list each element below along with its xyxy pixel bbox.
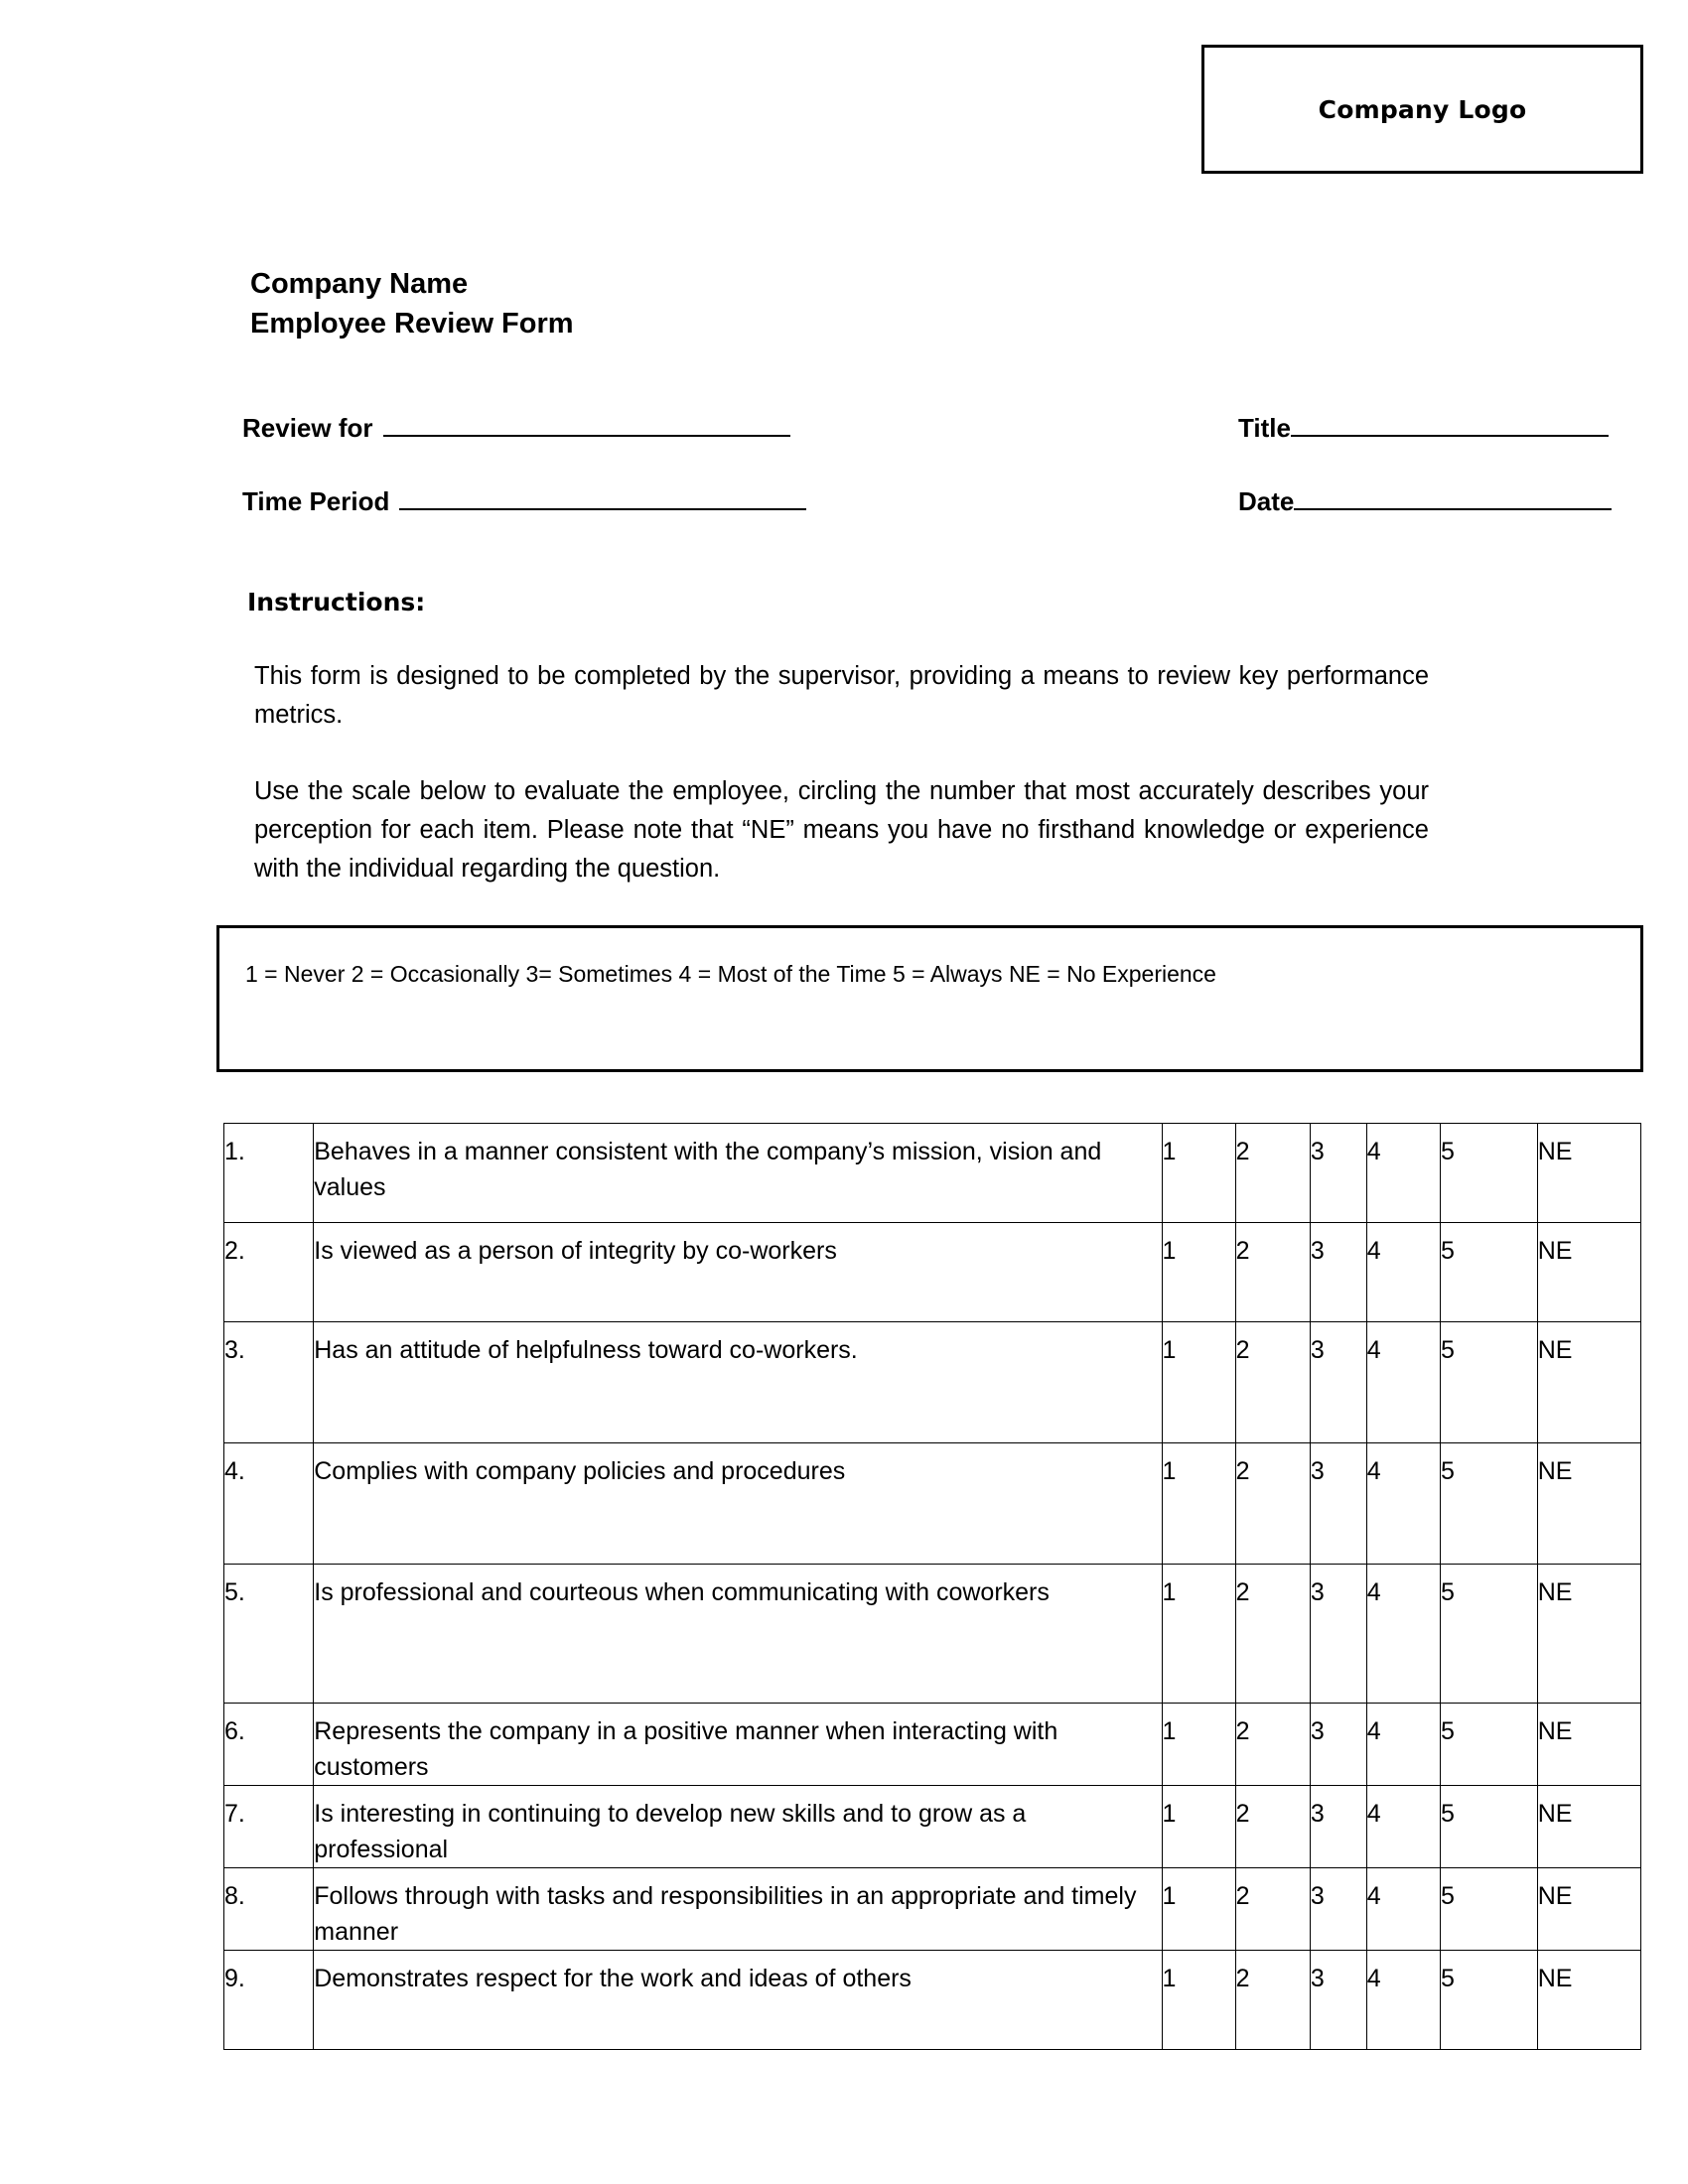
item-text: Follows through with tasks and responsibilities in an appropriate and timely manner xyxy=(314,1868,1162,1951)
rating-option-ne[interactable]: NE xyxy=(1537,1951,1640,2050)
item-text: Demonstrates respect for the work and ideas of others xyxy=(314,1951,1162,2050)
rating-option-1[interactable]: 1 xyxy=(1162,1868,1235,1951)
rating-option-4[interactable]: 4 xyxy=(1366,1124,1440,1223)
table-row xyxy=(224,1868,1641,1951)
table-row xyxy=(224,1565,1641,1704)
date-label: Date xyxy=(1238,486,1295,516)
rating-option-2[interactable]: 2 xyxy=(1235,1322,1310,1443)
rating-option-1[interactable]: 1 xyxy=(1162,1124,1235,1223)
table-row xyxy=(224,1951,1641,2050)
table-row xyxy=(224,1704,1641,1786)
company-logo-box xyxy=(1201,45,1643,174)
item-text: Has an attitude of helpfulness toward co-workers. xyxy=(314,1322,1162,1443)
item-number: 9. xyxy=(224,1951,314,2050)
rating-option-4[interactable]: 4 xyxy=(1366,1565,1440,1704)
instructions-heading: Instructions: xyxy=(247,588,426,616)
rating-option-2[interactable]: 2 xyxy=(1235,1868,1310,1951)
rating-option-3[interactable]: 3 xyxy=(1310,1786,1366,1868)
rating-option-4[interactable]: 4 xyxy=(1366,1322,1440,1443)
rating-option-5[interactable]: 5 xyxy=(1440,1951,1537,2050)
table-row xyxy=(224,1786,1641,1868)
rating-option-ne[interactable]: NE xyxy=(1537,1322,1640,1443)
rating-option-3[interactable]: 3 xyxy=(1310,1124,1366,1223)
rating-option-ne[interactable]: NE xyxy=(1537,1124,1640,1223)
item-text: Is viewed as a person of integrity by co-workers xyxy=(314,1223,1162,1322)
rating-option-1[interactable]: 1 xyxy=(1162,1951,1235,2050)
rating-option-2[interactable]: 2 xyxy=(1235,1223,1310,1322)
rating-option-5[interactable]: 5 xyxy=(1440,1223,1537,1322)
company-logo-label: Company Logo xyxy=(1318,94,1527,124)
instructions-paragraph-2: Use the scale below to evaluate the employee, circling the number that most accurately describes your perception for each item. Please note that “NE” means you have no firsthand knowledge or experience with the individual regarding the question. xyxy=(254,777,1429,883)
title-input[interactable] xyxy=(1291,409,1609,437)
table-row xyxy=(224,1443,1641,1565)
review-for-label: Review for xyxy=(242,413,373,443)
item-number: 6. xyxy=(224,1704,314,1786)
rating-option-2[interactable]: 2 xyxy=(1235,1704,1310,1786)
item-number: 1. xyxy=(224,1124,314,1223)
page-title xyxy=(250,264,574,343)
rating-option-1[interactable]: 1 xyxy=(1162,1322,1235,1443)
rating-option-4[interactable]: 4 xyxy=(1366,1951,1440,2050)
rating-option-2[interactable]: 2 xyxy=(1235,1951,1310,2050)
title-label: Title xyxy=(1238,413,1291,443)
rating-option-5[interactable]: 5 xyxy=(1440,1786,1537,1868)
form-title-heading: Employee Review Form xyxy=(250,308,574,340)
item-number: 8. xyxy=(224,1868,314,1951)
title-field[interactable] xyxy=(1238,409,1609,444)
rating-scale-legend: 1 = Never 2 = Occasionally 3= Sometimes 4 = Most of the Time 5 = Always NE = No Experience xyxy=(245,961,1216,987)
rating-option-5[interactable]: 5 xyxy=(1440,1704,1537,1786)
review-items-table xyxy=(223,1123,1641,2050)
item-text: Represents the company in a positive manner when interacting with customers xyxy=(314,1704,1162,1786)
item-text: Behaves in a manner consistent with the company’s mission, vision and values xyxy=(314,1124,1162,1223)
rating-option-5[interactable]: 5 xyxy=(1440,1443,1537,1565)
rating-option-3[interactable]: 3 xyxy=(1310,1565,1366,1704)
rating-option-1[interactable]: 1 xyxy=(1162,1786,1235,1868)
rating-option-4[interactable]: 4 xyxy=(1366,1223,1440,1322)
time-period-input[interactable] xyxy=(399,482,806,510)
rating-option-3[interactable]: 3 xyxy=(1310,1322,1366,1443)
table-row xyxy=(224,1223,1641,1322)
rating-option-3[interactable]: 3 xyxy=(1310,1868,1366,1951)
instructions-body xyxy=(254,657,1429,888)
rating-option-5[interactable]: 5 xyxy=(1440,1565,1537,1704)
item-number: 4. xyxy=(224,1443,314,1565)
field-row-2 xyxy=(242,482,1414,556)
rating-option-3[interactable]: 3 xyxy=(1310,1951,1366,2050)
table-row xyxy=(224,1322,1641,1443)
table-row xyxy=(224,1124,1641,1223)
rating-option-ne[interactable]: NE xyxy=(1537,1565,1640,1704)
rating-option-1[interactable]: 1 xyxy=(1162,1223,1235,1322)
rating-option-5[interactable]: 5 xyxy=(1440,1868,1537,1951)
item-text: Is interesting in continuing to develop new skills and to grow as a professional xyxy=(314,1786,1162,1868)
rating-option-4[interactable]: 4 xyxy=(1366,1868,1440,1951)
rating-scale-box xyxy=(216,925,1643,1072)
rating-option-ne[interactable]: NE xyxy=(1537,1704,1640,1786)
item-number: 7. xyxy=(224,1786,314,1868)
item-number: 2. xyxy=(224,1223,314,1322)
rating-option-ne[interactable]: NE xyxy=(1537,1868,1640,1951)
instructions-paragraph-1: This form is designed to be completed by the supervisor, providing a means to review key performance metrics. xyxy=(254,662,1429,729)
rating-option-2[interactable]: 2 xyxy=(1235,1565,1310,1704)
rating-option-ne[interactable]: NE xyxy=(1537,1223,1640,1322)
time-period-label: Time Period xyxy=(242,486,390,516)
rating-option-2[interactable]: 2 xyxy=(1235,1786,1310,1868)
rating-option-2[interactable]: 2 xyxy=(1235,1124,1310,1223)
date-field[interactable] xyxy=(1238,482,1612,517)
form-fields xyxy=(242,409,1414,556)
company-name-heading: Company Name xyxy=(250,268,469,300)
rating-option-3[interactable]: 3 xyxy=(1310,1223,1366,1322)
rating-option-4[interactable]: 4 xyxy=(1366,1704,1440,1786)
time-period-field[interactable] xyxy=(242,482,806,517)
rating-option-1[interactable]: 1 xyxy=(1162,1565,1235,1704)
rating-option-1[interactable]: 1 xyxy=(1162,1704,1235,1786)
item-text: Is professional and courteous when communicating with coworkers xyxy=(314,1565,1162,1704)
rating-option-3[interactable]: 3 xyxy=(1310,1443,1366,1565)
rating-option-3[interactable]: 3 xyxy=(1310,1704,1366,1786)
item-number: 5. xyxy=(224,1565,314,1704)
item-text: Complies with company policies and procedures xyxy=(314,1443,1162,1565)
rating-option-1[interactable]: 1 xyxy=(1162,1443,1235,1565)
rating-option-5[interactable]: 5 xyxy=(1440,1322,1537,1443)
date-input[interactable] xyxy=(1294,482,1612,510)
rating-option-4[interactable]: 4 xyxy=(1366,1786,1440,1868)
field-row-1 xyxy=(242,409,1414,482)
item-number: 3. xyxy=(224,1322,314,1443)
review-for-field[interactable] xyxy=(242,409,790,444)
review-items-body xyxy=(224,1124,1641,2050)
rating-option-4[interactable]: 4 xyxy=(1366,1443,1440,1565)
rating-option-ne[interactable]: NE xyxy=(1537,1443,1640,1565)
review-for-input[interactable] xyxy=(383,409,790,437)
rating-option-2[interactable]: 2 xyxy=(1235,1443,1310,1565)
rating-option-ne[interactable]: NE xyxy=(1537,1786,1640,1868)
rating-option-5[interactable]: 5 xyxy=(1440,1124,1537,1223)
